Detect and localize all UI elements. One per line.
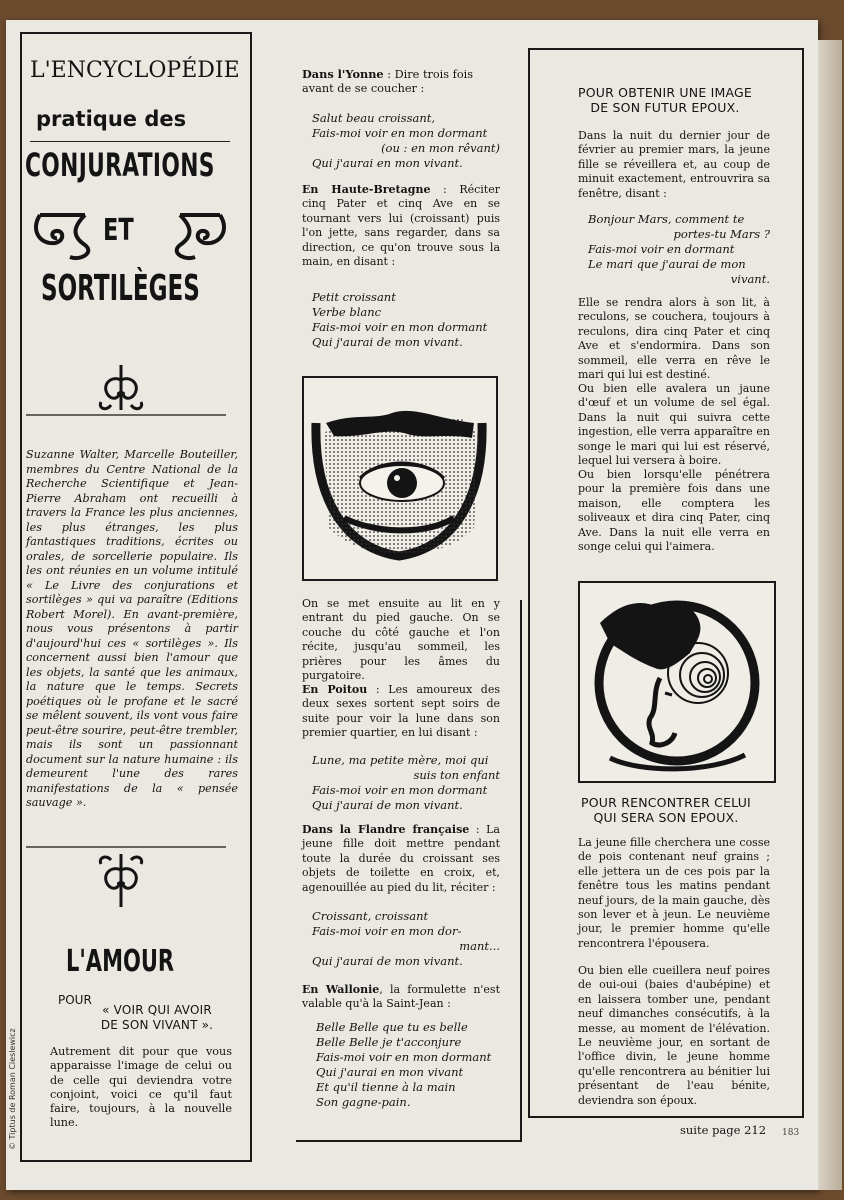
wallonie-poem bbox=[316, 1020, 500, 1110]
poem-line: Qui j'aurai en mon vivant bbox=[316, 1065, 464, 1079]
wallonie-text: , la formulette n'est valable qu'à la Saint-Jean : bbox=[302, 983, 501, 1011]
yonne-poem bbox=[312, 111, 500, 171]
poem-line: portes-tu Mars ? bbox=[673, 227, 770, 241]
eye-illustration bbox=[302, 376, 498, 581]
poem-line: Fais-moi voir en mon dormant bbox=[312, 320, 488, 334]
flandre-paragraph bbox=[302, 823, 500, 895]
section-title: L'AMOUR bbox=[66, 944, 175, 979]
title-line-4: ET bbox=[103, 213, 134, 248]
poem-line: Bonjour Mars, comment te bbox=[588, 212, 745, 226]
poem-line: mant... bbox=[459, 939, 500, 953]
right-para-5: La jeune fille cherchera une cosse de pois contenant neuf grains ; elle jettera un de ces pois par la fenêtre tous les matins pendant neuf jours, de la main gauche, dès son lever et à jeun. Le neuvième jour, le premier homme qu'elle rencontrera l'épousera. bbox=[578, 836, 770, 950]
bretagne-poem bbox=[312, 290, 500, 350]
yonne-text: : Dire trois fois avant de se coucher : bbox=[302, 68, 474, 96]
after-illustration-text: On se met ensuite au lit en y entrant du pied gauche. On se couche du côté gauche et l'on récite, jusqu'au sommeil, les prières pour les âmes du purgatoire. bbox=[302, 597, 500, 683]
poem-line: Fais-moi voir en mon dormant bbox=[312, 783, 488, 797]
heading-image-epoux: POUR OBTENIR UNE IMAGE DE SON FUTUR EPOUX. bbox=[578, 85, 752, 115]
right-para-1: Dans la nuit du dernier jour de février au premier mars, la jeune fille se réveillera et, au coup de minuit exactement, entrouvrira sa fenêtre, disant : bbox=[578, 129, 770, 200]
page-edge bbox=[818, 40, 842, 1190]
poitou-paragraph bbox=[302, 683, 500, 741]
subtitle-pour: POUR bbox=[58, 993, 92, 1007]
intro-text: Suzanne Walter, Marcelle Bouteiller, membres du Centre National de la Recherche Scientifique et Jean-Pierre Abraham ont recueilli à travers la France les plus anciennes, les plus étranges, les plus fantastiques traditions, écrites ou orales, de sorcellerie populaire. Ils les ont réunies en un volume intitulé « Le Livre des conjurations et sortilèges » qui va paraître (Editions Robert Morel). En avant-première, nous vous présentons à partir d'aujourd'hui ces « sortilèges ». Ils concernent aussi bien l'amour que les objets, la santé que les animaux, la nature que le temps. Secrets poétiques où le profane et le sacré se mêlent souvent, ils vont vous faire peut-être sourire, peut-être trembler, mais ils sont un passionnant document sur la nature humaine : ils demeurent l'une des rares manifestations de la « pensée sauvage ». bbox=[26, 448, 238, 809]
ornament-icon bbox=[26, 360, 226, 420]
poem-line: Qui j'aurai de mon vivant. bbox=[312, 798, 463, 812]
suite-link[interactable]: suite page 212 bbox=[680, 1123, 767, 1137]
page-number: 183 bbox=[782, 1128, 800, 1138]
bretagne-label: En Haute-Bretagne bbox=[302, 183, 431, 196]
poem-line: Lune, ma petite mère, moi qui bbox=[312, 753, 489, 767]
poem-line: Qui j'aurai en mon vivant. bbox=[312, 156, 463, 170]
poem-line: Qui j'aurai de mon vivant. bbox=[312, 954, 463, 968]
poitou-poem bbox=[312, 753, 500, 813]
poem-line: Belle Belle je t'acconjure bbox=[316, 1035, 462, 1049]
yonne-label: Dans l'Yonne bbox=[302, 67, 384, 81]
poem-line: Et qu'il tienne à la main bbox=[316, 1080, 456, 1094]
poem-line: Petit croissant bbox=[312, 290, 396, 304]
middle-frame-bottom bbox=[296, 1140, 521, 1142]
right-para-2: Elle se rendra alors à son lit, à reculons, se couchera, toujours à reculons, dira cinq Pater et cinq Ave et s'endormira. Dans son sommeil, elle verra en rêve le mari qui lui est destiné. bbox=[578, 296, 770, 382]
ornament-icon bbox=[26, 842, 226, 912]
closing-text: Autrement dit pour que vous apparaisse l'image de celui ou de celle qui deviendra votre conjoint, voici ce qu'il faut faire, toujours, à la nouvelle lune. bbox=[50, 1045, 232, 1130]
wallonie-paragraph bbox=[302, 983, 500, 1012]
snail-profile-illustration bbox=[578, 581, 776, 783]
title-rule-top bbox=[30, 141, 230, 142]
middle-frame-right bbox=[520, 600, 522, 1142]
right-para-3: Ou bien elle avalera un jaune d'œuf et un volume de sel égal. Dans la nuit qui suivra cette ingestion, elle verra apparaître en songe le mari qui lui est réservé, lequel lui versera à boire. bbox=[578, 382, 770, 468]
title-line-3: CONJURATIONS bbox=[25, 146, 215, 184]
poem-line: suis ton enfant bbox=[413, 768, 500, 782]
flandre-poem bbox=[312, 909, 500, 969]
flandre-text: : La jeune fille doit mettre pendant toute la durée du croissant ses objets de toilette en croix, et, agenouillée au pied du lit, réciter : bbox=[302, 823, 500, 894]
poem-line: Belle Belle que tu es belle bbox=[316, 1020, 468, 1034]
yonne-paragraph bbox=[302, 67, 500, 97]
bretagne-paragraph bbox=[302, 183, 500, 269]
poem-line: Verbe blanc bbox=[312, 305, 382, 319]
photo-credit: © Tiptus de Roman Cieslewicz bbox=[8, 1028, 17, 1150]
poem-line: Qui j'aurai de mon vivant. bbox=[312, 335, 463, 349]
poem-line: Fais-moi voir en mon dormant bbox=[312, 126, 488, 140]
poitou-text: : Les amoureux des deux sexes sortent sept soirs de suite pour voir la lune dans son premier quartier, en lui disant : bbox=[302, 683, 500, 740]
poem-line: Fais-moi voir en mon dormant bbox=[316, 1050, 492, 1064]
title-line-2: pratique des bbox=[36, 107, 187, 131]
right-poem-1 bbox=[588, 212, 770, 287]
poitou-label: En Poitou bbox=[302, 683, 368, 696]
poem-line: Fais-moi voir en mon dor- bbox=[312, 924, 462, 938]
title-line-5: SORTILÈGES bbox=[41, 268, 200, 309]
bretagne-text: : Réciter cinq Pater et cinq Ave en se tournant vers lui (croissant) puis l'on jette, sans regarder, dans sa direction, ce qu'on trouve sous la main, en disant : bbox=[302, 183, 500, 269]
heading-rencontrer: POUR RENCONTRER CELUI QUI SERA SON EPOUX. bbox=[581, 795, 751, 825]
poem-line: Fais-moi voir en dormant bbox=[588, 242, 735, 256]
poem-line: Croissant, croissant bbox=[312, 909, 429, 923]
poem-line: vivant. bbox=[730, 272, 770, 286]
poem-line: Le mari que j'aurai de mon bbox=[588, 257, 746, 271]
wallonie-label: En Wallonie bbox=[302, 983, 380, 996]
right-para-4: Ou bien lorsqu'elle pénétrera pour la première fois dans une maison, elle comptera les soliveaux et dira cinq Pater, cinq Ave. Dans la nuit elle verra en songe celui qui l'aimera. bbox=[578, 468, 770, 554]
poem-line: Salut beau croissant, bbox=[312, 111, 436, 125]
poem-line: Son gagne-pain. bbox=[316, 1095, 411, 1109]
title-line-1: L'ENCYCLOPÉDIE bbox=[30, 58, 240, 83]
subtitle: « VOIR QUI AVOIR DE SON VIVANT ». bbox=[100, 1003, 214, 1032]
right-para-6: Ou bien elle cueillera neuf poires de oui-oui (baies d'aubépine) et en laissera tomber une, pendant neuf dimanches consécutifs, à la messe, au moment de l'élévation. Le neuvième jour, en sortant de l'office divin, le jeune homme qu'elle rencontrera au bénitier lui présentant de l'eau bénite, deviendra son époux. bbox=[578, 964, 770, 1107]
poem-line: (ou : en mon rêvant) bbox=[381, 141, 500, 155]
flandre-label: Dans la Flandre française bbox=[302, 823, 470, 836]
